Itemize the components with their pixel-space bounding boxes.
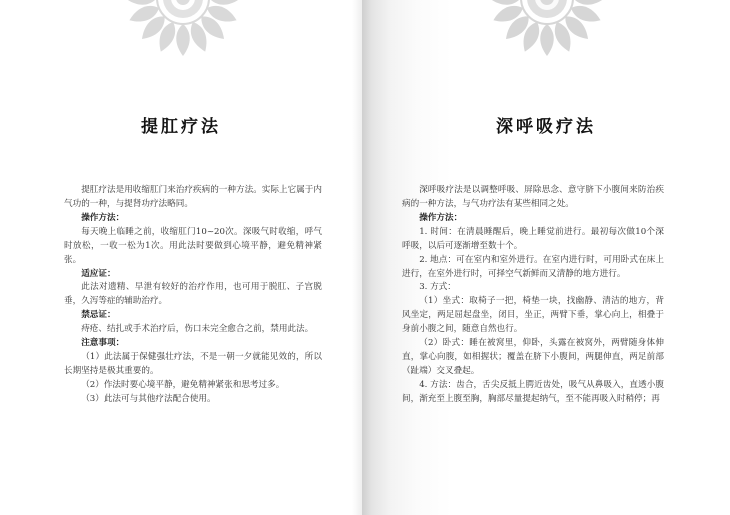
mandala-ornament-icon	[487, 0, 607, 58]
page-title: 深呼吸疗法	[496, 117, 596, 137]
left-body-text	[64, 184, 322, 407]
step-item: （2）卧式：睡在被窝里，仰卧，头露在被窝外，两臂随身体伸直，掌心向腹，如相握状；覆盖在脐下小腹间，两腿伸直，两足前部（趾端）交叉叠起。	[402, 338, 664, 376]
mandala-ornament-icon	[123, 0, 243, 58]
step-item: 2. 地点：可在室内和室外进行。在室内进行时，可用卧式在床上进行，在室外进行时，可择空气新鲜而又清静的地方进行。	[402, 254, 664, 279]
note-item: （3）此法可与其他疗法配合使用。	[81, 393, 216, 404]
intro-paragraph: 提肛疗法是用收缩肛门来治疗疾病的一种方法。实际上它属于内气功的一种，与提肾功疗法略同。	[64, 185, 322, 209]
notes-heading: 注意事项：	[81, 338, 125, 349]
method-heading: 操作方法：	[81, 212, 125, 223]
method-paragraph: 每天晚上临睡之前，收缩肛门10~20次。深吸气时收缩，呼气时放松，一收一松为1次。用此法时要做到心境平静，避免精神紧张。	[64, 226, 322, 265]
step-item: 4. 方法：齿合，舌尖反抵上腭近齿处，吸气从鼻吸入，直透小腹间，渐充至上腹至胸，胸部尽量提起纳气，至不能再吸入时稍停；再	[402, 379, 664, 404]
right-page	[362, 0, 730, 515]
note-item: （2）作法时要心境平静，避免精神紧张和思考过多。	[81, 379, 285, 390]
step-item: 1. 时间：在清晨睡醒后，晚上睡觉前进行。最初每次做10个深呼吸，以后可逐渐增至数十个。	[402, 226, 664, 251]
contraindication-paragraph: 痔疮、结扎或手术治疗后，伤口未完全愈合之前，禁用此法。	[81, 324, 314, 335]
page-title: 提肛疗法	[141, 117, 221, 137]
step-item: 3. 方式：	[419, 282, 456, 293]
left-page	[0, 0, 362, 515]
right-body-text	[402, 184, 664, 407]
method-heading: 操作方法：	[419, 212, 463, 223]
contraindication-heading: 禁忌证：	[81, 310, 116, 321]
indication-heading: 适应证：	[81, 268, 116, 279]
note-item: （1）此法属于保健强壮疗法，不是一朝一夕就能见效的，所以长期坚持是极其重要的。	[64, 352, 322, 376]
indication-paragraph: 此法对遗精、早泄有较好的治疗作用，也可用于脱肛、子宫脱垂，久泻等症的辅助治疗。	[64, 282, 322, 307]
step-item: （1）坐式：取椅子一把，椅垫一块，找幽静、清洁的地方，背风坐定，两足屈起盘坐，闭目，坐正，两臂下垂，掌心向上，相叠于身前小腹之间，随意自然也行。	[402, 296, 664, 335]
intro-paragraph: 深呼吸疗法是以调整呼吸、屏除思念、意守脐下小腹间来防治疾病的一种方法，与气功疗法有某些相同之处。	[402, 185, 664, 209]
